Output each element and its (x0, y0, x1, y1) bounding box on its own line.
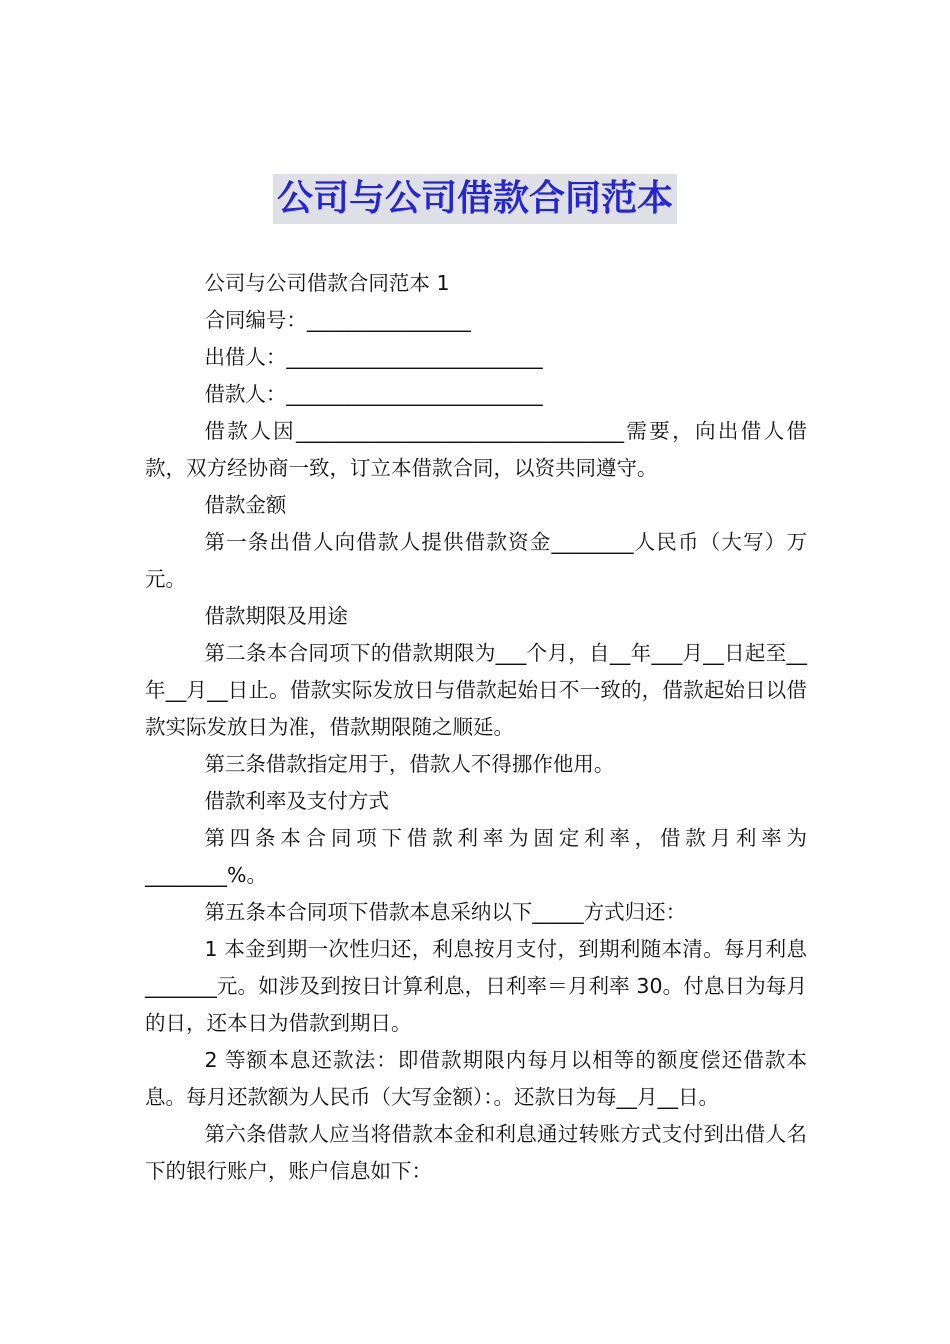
document-body (145, 265, 807, 1190)
section-heading-term: 借款期限及用途 (204, 604, 348, 628)
section-heading-interest: 借款利率及支付方式 (204, 789, 389, 813)
article-6: 第六条借款人应当将借款本金和利息通过转账方式支付到出借人名下的银行账户，账户信息如下： (145, 1122, 807, 1183)
article-1: 第一条出借人向借款人提供借款资金________人民币（大写）万元。 (145, 530, 807, 591)
preamble-paragraph: 借款人因________________________________需要，向出借人借款，双方经协商一致，订立本借款合同，以资共同遵守。 (145, 419, 807, 480)
section-heading-amount: 借款金额 (204, 493, 287, 517)
article-5: 第五条本合同项下借款本息采纳以下_____方式归还： (204, 900, 687, 924)
borrower-field: 借款人：_________________________ (204, 382, 543, 406)
document-title: 公司与公司借款合同范本 (273, 174, 677, 224)
repayment-option-2: 2 等额本息还款法：即借款期限内每月以相等的额度偿还借款本息。每月还款额为人民币（大写金额）：。还款日为每__月__日。 (145, 1048, 807, 1109)
lender-field: 出借人：_________________________ (204, 345, 543, 369)
title-container (0, 174, 950, 224)
repayment-option-1: 1 本金到期一次性归还，利息按月支付，到期利随本清。每月利息_______元。如涉及到按日计算利息，日利率＝月利率 30。付息日为每月的日，还本日为借款到期日。 (145, 937, 807, 1035)
contract-number-field: 合同编号：________________ (204, 308, 471, 332)
doc-subtitle: 公司与公司借款合同范本 1 (204, 271, 450, 295)
article-2: 第二条本合同项下的借款期限为___个月，自__年___月__日起至__年__月__日止。借款实际发放日与借款起始日不一致的，借款起始日以借款实际发放日为准，借款期限随之顺延。 (145, 641, 807, 739)
article-4: 第四条本合同项下借款利率为固定利率，借款月利率为________%。 (145, 826, 807, 887)
article-3: 第三条借款指定用于，借款人不得挪作他用。 (204, 752, 615, 776)
